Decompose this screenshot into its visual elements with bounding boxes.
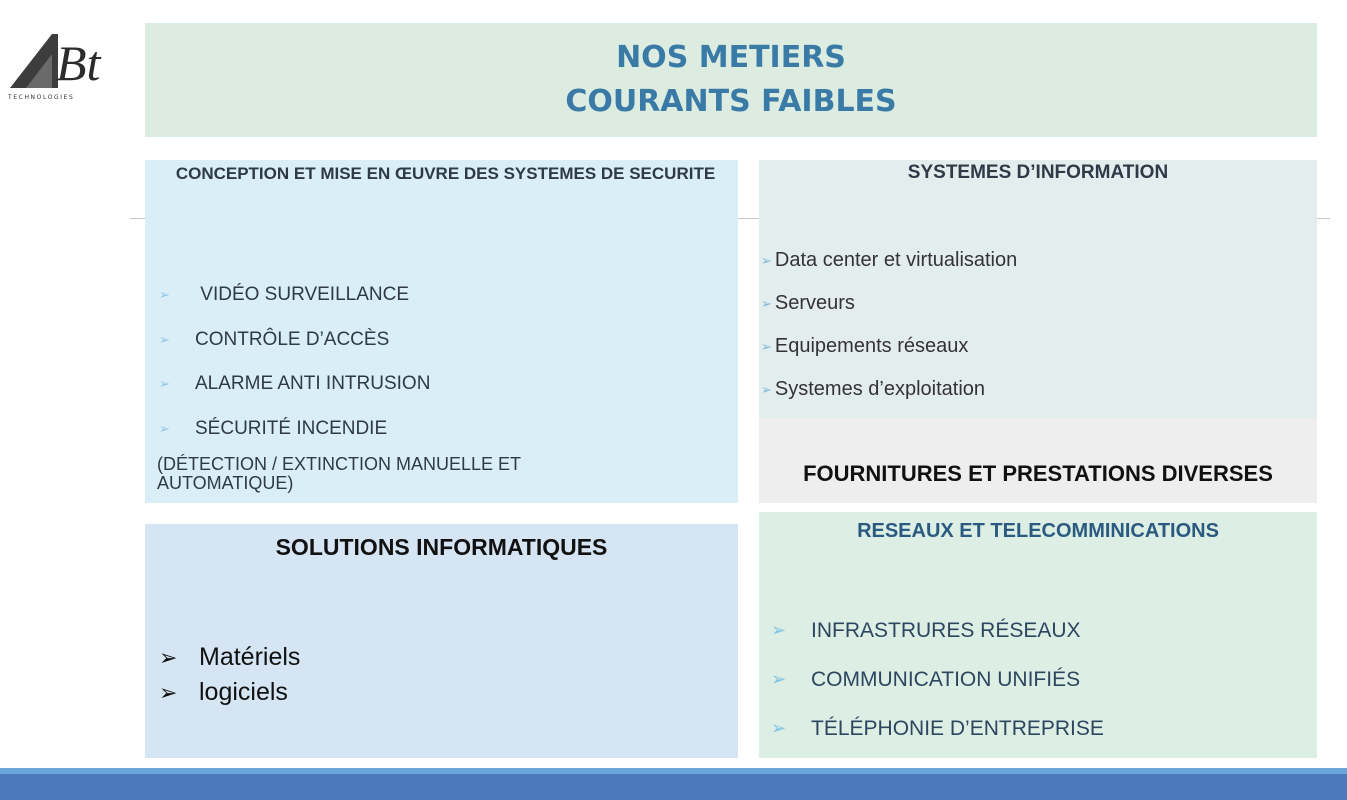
information-systems-panel xyxy=(759,160,1317,418)
arrow-bullet-icon: ➢ xyxy=(159,679,178,705)
arrow-bullet-icon: ➢ xyxy=(771,669,787,689)
page-title-banner xyxy=(145,23,1317,137)
list-item xyxy=(761,325,1017,368)
arrow-bullet-icon: ➢ xyxy=(761,338,772,354)
list-item xyxy=(771,704,1104,753)
list-item xyxy=(159,362,430,407)
arrow-bullet-icon: ➢ xyxy=(159,644,178,670)
list-item-label: Serveurs xyxy=(774,292,855,314)
page-title-line1: NOS METIERS xyxy=(616,40,846,75)
arrow-bullet-icon: ➢ xyxy=(159,287,170,303)
arrow-bullet-icon: ➢ xyxy=(771,620,787,640)
footer-stripe xyxy=(0,768,1347,774)
solutions-list xyxy=(159,640,300,710)
list-item-label: Matériels xyxy=(199,643,301,671)
logo-subtext: TECHNOLOGIES xyxy=(8,94,75,101)
networks-telecom-panel xyxy=(759,512,1317,758)
logo-text: Bt xyxy=(56,35,101,91)
list-item xyxy=(159,407,430,452)
arrow-bullet-icon: ➢ xyxy=(761,381,772,397)
arrow-bullet-icon: ➢ xyxy=(761,295,772,311)
it-solutions-panel xyxy=(145,524,738,758)
arrow-bullet-icon: ➢ xyxy=(771,718,787,738)
logo-graphic xyxy=(6,26,112,106)
reseaux-panel-title: RESEAUX ET TELECOMMINICATIONS xyxy=(857,520,1219,542)
list-item xyxy=(771,606,1104,655)
list-item-label: CONTRÔLE D’ACCÈS xyxy=(195,328,390,350)
list-item xyxy=(761,368,1017,411)
company-logo xyxy=(6,26,112,106)
security-systems-panel xyxy=(145,160,738,503)
list-item xyxy=(159,640,300,675)
page-title-line2: COURANTS FAIBLES xyxy=(565,84,897,119)
list-item-label: Data center et virtualisation xyxy=(774,249,1018,271)
arrow-bullet-icon: ➢ xyxy=(159,376,170,392)
sysinfo-panel-title: SYSTEMES D’INFORMATION xyxy=(907,162,1169,183)
arrow-bullet-icon: ➢ xyxy=(159,420,170,436)
security-note: (DÉTECTION / EXTINCTION MANUELLE ET AUTOMATIQUE) xyxy=(157,454,521,493)
list-item-label: Equipements réseaux xyxy=(774,335,969,357)
security-panel-title: CONCEPTION ET MISE EN ŒUVRE DES SYSTEMES DE SECURITE xyxy=(175,164,716,183)
sysinfo-list xyxy=(761,239,1017,411)
solutions-panel-title: SOLUTIONS INFORMATIQUES xyxy=(275,534,608,560)
security-list xyxy=(159,273,430,451)
list-item xyxy=(159,273,430,318)
list-item xyxy=(159,318,430,363)
list-item-label: TÉLÉPHONIE D’ENTREPRISE xyxy=(811,716,1104,740)
arrow-bullet-icon: ➢ xyxy=(159,331,170,347)
list-item-label: VIDÉO SURVEILLANCE xyxy=(195,284,410,306)
supplies-panel-title: FOURNITURES ET PRESTATIONS DIVERSES xyxy=(803,461,1273,486)
list-item-label: Systemes d’exploitation xyxy=(774,378,986,400)
reseaux-list xyxy=(771,606,1104,753)
list-item-label: SÉCURITÉ INCENDIE xyxy=(195,417,388,439)
list-item-label: logiciels xyxy=(199,678,288,706)
list-item xyxy=(771,655,1104,704)
list-item-label: COMMUNICATION UNIFIÉS xyxy=(811,667,1081,691)
list-item-label: ALARME ANTI INTRUSION xyxy=(195,373,431,395)
list-item xyxy=(159,675,300,710)
list-item-label: INFRASTRURES RÉSEAUX xyxy=(811,618,1081,642)
arrow-bullet-icon: ➢ xyxy=(761,252,772,268)
footer-bar xyxy=(0,768,1347,800)
list-item xyxy=(761,239,1017,282)
supplies-services-panel xyxy=(759,418,1317,503)
list-item xyxy=(761,282,1017,325)
